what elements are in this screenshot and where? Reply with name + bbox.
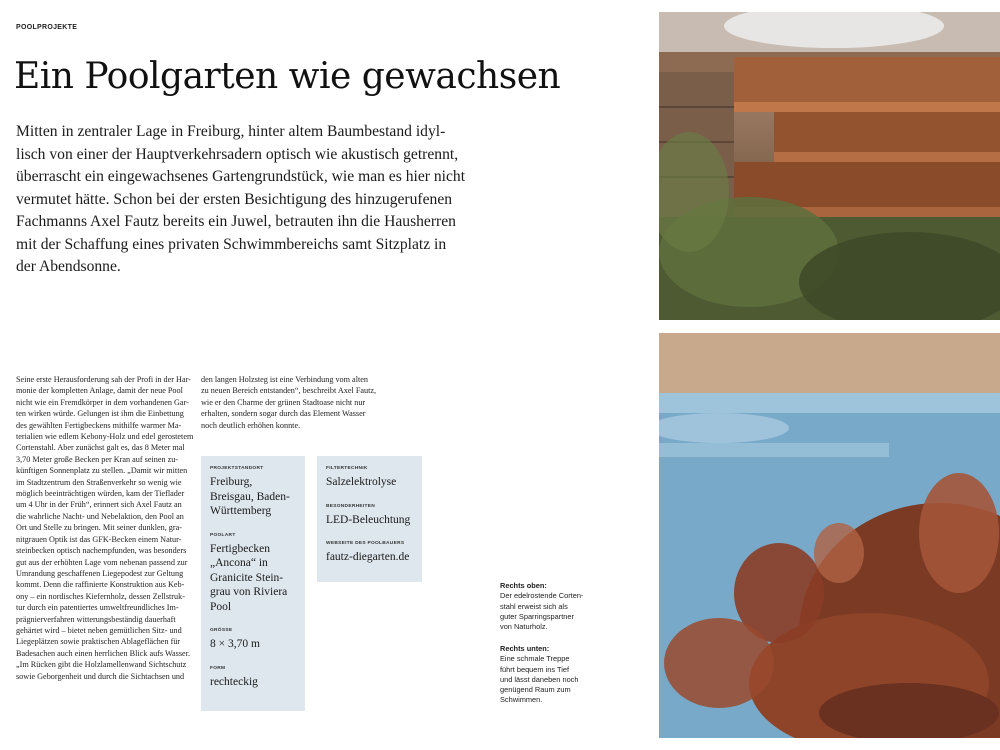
body-line: Ort und Stelle zu bringen. Mit seiner dunklen, gra- xyxy=(16,523,182,533)
body-line: Seine erste Herausforderung sah der Profi in der Har- xyxy=(16,375,191,384)
info-box-left xyxy=(201,456,305,711)
body-line: nitgrauen Optik ist das GFK-Becken einem Natur- xyxy=(16,534,182,544)
info-box-right xyxy=(317,456,422,582)
body-line: steinbecken optisch nachempfunden, was besonders xyxy=(16,546,187,556)
caption-line: von Naturholz. xyxy=(500,622,548,632)
lead-line: lisch von einer der Hauptverkehrsadern optisch wie akustisch getrennt, xyxy=(16,145,459,163)
info-value-line: rechteckig xyxy=(210,675,258,688)
info-label: FORM xyxy=(210,665,226,671)
info-value xyxy=(210,475,296,519)
body-line: terialien wie edlem Kebony-Holz und edel gerostetem xyxy=(16,432,194,442)
corten-steps-illustration xyxy=(659,12,1000,320)
info-value-line: „Ancona“ in xyxy=(210,557,268,569)
caption-line: führt bequem ins Tief xyxy=(500,664,570,674)
info-value-line: Württemberg xyxy=(210,505,272,517)
info-value-line: Fertigbecken xyxy=(210,542,271,555)
caption-label: Rechts unten: xyxy=(500,644,550,653)
caption-line: Eine schmale Treppe xyxy=(500,654,570,664)
info-value xyxy=(210,542,296,615)
body-line: den langen Holzsteg ist eine Verbindung vom alten xyxy=(201,375,368,384)
info-value-line: fautz-diegarten.de xyxy=(326,551,410,563)
body-line: ony – ein nordisches Kiefernholz, dessen Zellstruk- xyxy=(16,591,185,601)
caption-bottom-right xyxy=(500,644,610,706)
caption-line: stahl erweist sich als xyxy=(500,601,568,611)
body-line: die wahrliche Nacht- und Nebelaktion, den Pool an xyxy=(16,511,184,521)
caption-top-right xyxy=(500,581,610,632)
caption-line: und lässt daneben noch xyxy=(500,674,579,684)
info-value xyxy=(210,637,296,652)
body-line: Cortenstahl. Aber zunächst galt es, das 8 Meter mal xyxy=(16,443,185,453)
lead-line: Fachmanns Axel Fautz bereits ein Juwel, betrauten ihn die Hausherren xyxy=(16,213,456,230)
body-line: um 4 Uhr in der Früh“, erinnert sich Axel Fautz an xyxy=(16,500,182,510)
info-value xyxy=(326,550,413,565)
body-line: prägnierverfahren witterungsbeständig dauerhaft xyxy=(16,614,176,624)
body-line: tur durch ein patentiertes umweltfreundliches Im- xyxy=(16,603,179,613)
body-line: gehärtet wird – bietet neben gemütlichen Sitz- und xyxy=(16,625,182,635)
caption-label: Rechts oben: xyxy=(500,581,547,590)
article-title: Ein Poolgarten wie gewachsen xyxy=(14,56,561,97)
info-value-line: Freiburg, xyxy=(210,476,253,488)
caption-line: Schwimmen. xyxy=(500,695,543,705)
body-line: Badesachen auch einen herrlichen Blick aufs Wasser. xyxy=(16,648,191,658)
pool-foliage-illustration xyxy=(659,333,1000,738)
info-value-line: LED-Beleuchtung xyxy=(326,513,411,526)
body-line: im Stadtzentrum den Straßenverkehr so wenig wie xyxy=(16,477,182,487)
body-line: „Im Rücken gibt die Holzlamellenwand Sichtschutz xyxy=(16,660,187,670)
info-label: POOLART xyxy=(210,532,236,538)
section-kicker: POOLPROJEKTE xyxy=(16,24,78,31)
info-value xyxy=(210,675,296,690)
body-line: künftigen Sonnenplatz zu stellen. „Damit wir mitten xyxy=(16,466,188,476)
info-value-line: Salzelektrolyse xyxy=(326,476,397,488)
body-line: gut aus der erhöhten Lage vom nebenan passend zur xyxy=(16,557,188,567)
body-column-1 xyxy=(16,374,194,682)
info-value-line: grau von Riviera xyxy=(210,586,288,598)
info-label: FILTERTECHNIK xyxy=(326,466,368,471)
caption-line: genügend Raum zum xyxy=(500,685,571,695)
lead-line: vermutet hätte. Schon bei der ersten Besichtigung des hinzugerufenen xyxy=(16,190,453,208)
lead-paragraph xyxy=(16,121,466,279)
body-line: kommt. Denn die raffinierte Konstruktion aus Keb- xyxy=(16,580,185,590)
info-label: WEBSEITE DES POOLBAUERS xyxy=(326,541,405,546)
body-line: Liegeplätzen sowie praktischen Ablageflächen für xyxy=(16,637,181,647)
lead-line: mit der Schaffung eines privaten Schwimmbereichs samt Sitzplatz in xyxy=(16,235,447,253)
info-value-line: Breisgau, Baden- xyxy=(210,490,290,503)
body-line: ten wirken würde. Gelungen ist ihm die Einbettung xyxy=(16,409,184,419)
body-line: des gewählten Fertigbeckens mithilfe warmer Ma- xyxy=(16,420,182,430)
info-value-line: Pool xyxy=(210,600,232,613)
body-line: zu neuen Bereich entstanden“, beschreibt Axel Fautz, xyxy=(201,386,377,396)
photo-corten-steps xyxy=(659,12,1000,320)
info-value-line: Granicite Stein- xyxy=(210,571,284,584)
info-value xyxy=(326,475,413,490)
body-line: erhalten, sondern sogar durch das Element Wasser xyxy=(201,409,366,419)
body-column-2 xyxy=(201,374,381,431)
caption-line: guter Sparringspartner xyxy=(500,611,574,621)
lead-line: überrascht ein eingewachsenes Gartengrundstück, wie man es hier nicht xyxy=(16,168,466,185)
body-line: nicht wie ein Fremdkörper in dem vorhandenen Gar- xyxy=(16,397,189,407)
body-line: wie er den Charme der grünen Stadtoase nicht nur xyxy=(201,397,366,407)
body-line: noch deutlich erhöhen konnte. xyxy=(201,420,301,430)
lead-line: der Abendsonne. xyxy=(16,258,121,275)
body-line: 3,70 Meter große Becken per Kran auf seinen zu- xyxy=(16,454,179,464)
info-label: GRÖSSE xyxy=(210,628,233,633)
body-line: möglich beeinträchtigen würden, kam der Tieflader xyxy=(16,489,185,499)
info-value-line: 8 × 3,70 m xyxy=(210,638,260,650)
body-line: Umrandung geschaffenen Liegepodest zur Geltung xyxy=(16,568,184,578)
caption-line: Der edelrostende Corten- xyxy=(500,591,584,601)
info-label: BESONDERHEITEN xyxy=(326,503,375,509)
info-label: PROJEKTSTANDORT xyxy=(210,466,264,471)
body-line: sowie Geborgenheit und durch die Sichtachsen und xyxy=(16,671,185,681)
body-line: monie der kompletten Anlage, damit der neue Pool xyxy=(16,386,183,396)
photo-pool-foliage xyxy=(659,333,1000,738)
lead-line: Mitten in zentraler Lage in Freiburg, hinter altem Baumbestand idyl- xyxy=(16,123,446,140)
info-value xyxy=(326,513,413,528)
